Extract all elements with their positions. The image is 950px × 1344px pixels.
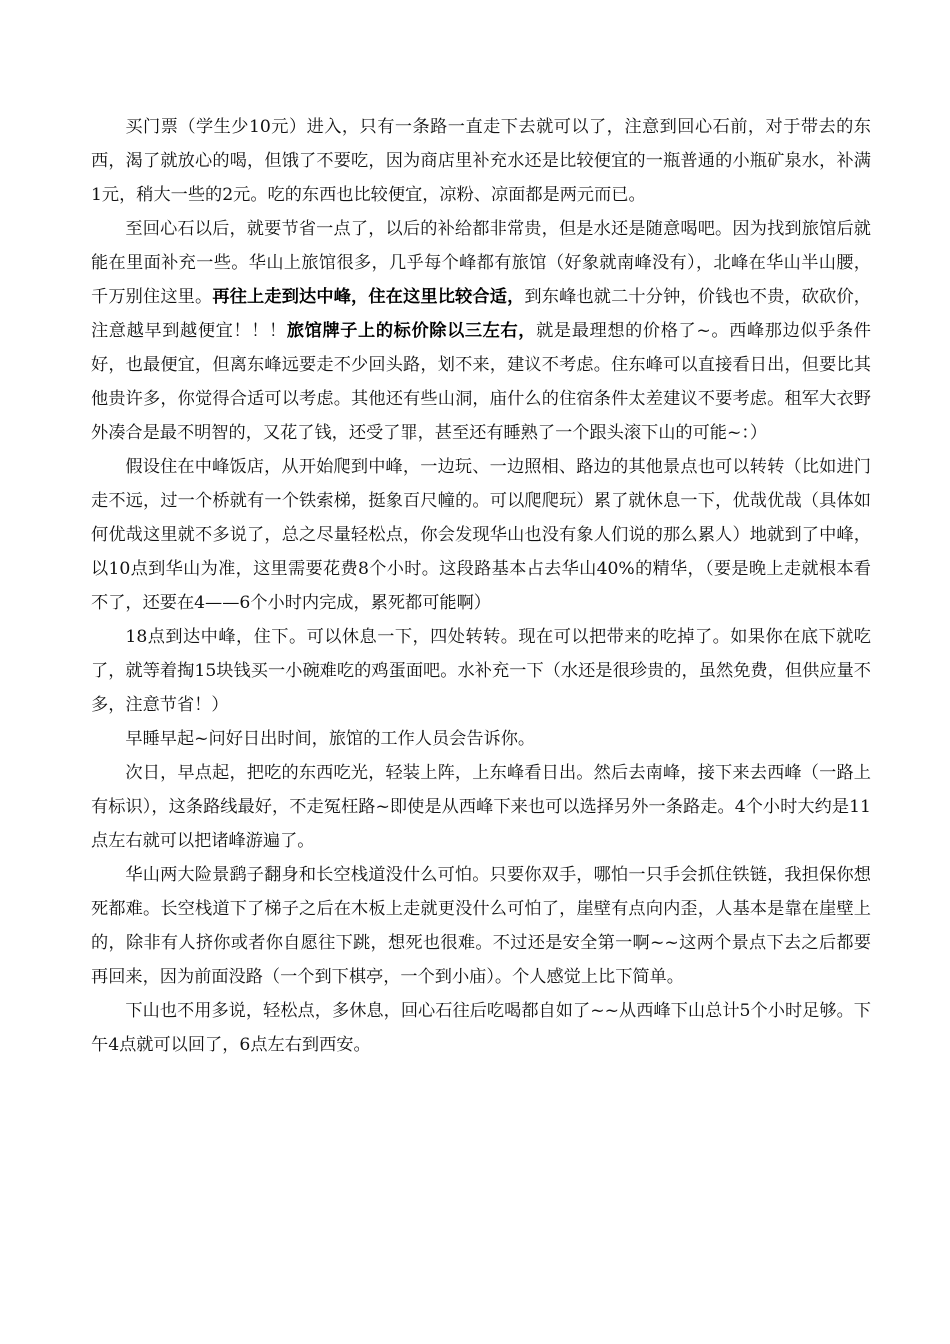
paragraph-arrive (91, 620, 871, 722)
paragraph-text: 至回心石以后，就要节省一点了，以后的补给都非常贵，但是水还是随意喝吧。因为找到旅馆后就能在里面补充一些。华山上旅馆很多，几乎每个峰都有旅馆（好象就南峰没有），北峰在华山半山腰，千万别住这里。 (91, 219, 871, 307)
bold-highlight-price: 旅馆牌子上的标价除以三左右， (286, 321, 537, 341)
paragraph-ticket (91, 110, 871, 212)
paragraph-descend (91, 994, 871, 1062)
paragraph-text: 就是最理想的价格了~。西峰那边似乎条件好，也最便宜，但离东峰远要走不少回头路，划不来，建议不考虑。住东峰可以直接看日出，但要比其他贵许多，你觉得合适可以考虑。其他还有些山洞，庙什么的住宿条件太差建议不要考虑。租军大衣野外凑合是最不明智的，又花了钱，还受了罪，甚至还有睡熟了一个跟头滚下山的可能~：） (91, 321, 871, 443)
bold-highlight-zhongfeng: 再往上走到达中峰，住在这里比较合适， (212, 287, 525, 307)
document-page (91, 110, 871, 1062)
paragraph-sleep (91, 722, 871, 756)
paragraph-text: 下山也不用多说，轻松点，多休息，回心石往后吃喝都自如了~~从西峰下山总计5个小时足够。下午4点就可以回了，6点左右到西安。 (91, 1001, 871, 1055)
paragraph-text: 买门票（学生少10元）进入，只有一条路一直走下去就可以了，注意到回心石前，对于带去的东西，渴了就放心的喝，但饿了不要吃，因为商店里补充水还是比较便宜的一瓶普通的小瓶矿泉水，补满1元，稍大一些的2元。吃的东西也比较便宜，凉粉、凉面都是两元而已。 (91, 117, 871, 205)
paragraph-climb (91, 450, 871, 620)
paragraph-hotel (91, 212, 871, 450)
paragraph-text: 假设住在中峰饭店，从开始爬到中峰，一边玩、一边照相、路边的其他景点也可以转转（比如进门走不远，过一个桥就有一个铁索梯，挺象百尺幢的。可以爬爬玩）累了就休息一下，优哉优哉（具体如何优哉这里就不多说了，总之尽量轻松点，你会发现华山也没有象人们说的那么累人）地就到了中峰，以10点到华山为准，这里需要花费8个小时。这段路基本占去华山40%的精华，（要是晚上走就根本看不了，还要在4——6个小时内完成，累死都可能啊） (91, 457, 871, 613)
paragraph-danger-spots (91, 858, 871, 994)
paragraph-text: 早睡早起~问好日出时间，旅馆的工作人员会告诉你。 (125, 729, 536, 749)
paragraph-text: 次日，早点起，把吃的东西吃光，轻装上阵，上东峰看日出。然后去南峰，接下来去西峰（一路上有标识），这条路线最好，不走冤枉路~即使是从西峰下来也可以选择另外一条路走。4个小时大约是11点左右就可以把诸峰游遍了。 (91, 763, 871, 851)
paragraph-text: 华山两大险景鹞子翻身和长空栈道没什么可怕。只要你双手，哪怕一只手会抓住铁链，我担保你想死都难。长空栈道下了梯子之后在木板上走就更没什么可怕了，崖壁有点向内歪，人基本是靠在崖壁上的，除非有人挤你或者你自愿往下跳，想死也很难。不过还是安全第一啊~~这两个景点下去之后都要再回来，因为前面没路（一个到下棋亭，一个到小庙）。个人感觉上比下简单。 (91, 865, 871, 987)
paragraph-text: 到东峰也就二十分钟，价钱也不贵，砍砍价，注意越早到越便宜！！！ (91, 287, 871, 341)
paragraph-next-day (91, 756, 871, 858)
paragraph-text: 18点到达中峰，住下。可以休息一下，四处转转。现在可以把带来的吃掉了。如果你在底下就吃了，就等着掏15块钱买一小碗难吃的鸡蛋面吧。水补充一下（水还是很珍贵的，虽然免费，但供应量不多，注意节省！） (91, 627, 871, 715)
